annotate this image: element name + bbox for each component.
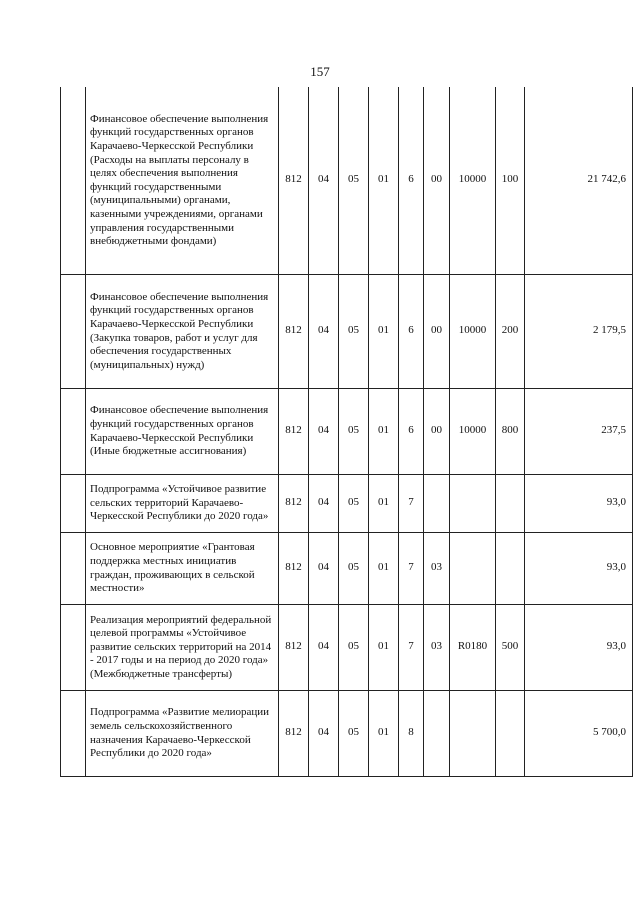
measure-code-cell: 03 bbox=[424, 532, 450, 604]
row-description: Подпрограмма «Развитие мелиорации земель сельскохозяйственного назначения Карачаево-Черкесской Республики до 2020 года» bbox=[86, 690, 279, 776]
program-code-cell: 01 bbox=[369, 274, 399, 388]
measure-code-cell: 03 bbox=[424, 604, 450, 690]
subsection-code-cell: 05 bbox=[339, 532, 369, 604]
margin-cell bbox=[61, 388, 86, 474]
direction-code-cell bbox=[450, 474, 496, 532]
expense-type-cell: 500 bbox=[496, 604, 525, 690]
amount-cell: 2 179,5 bbox=[525, 274, 633, 388]
subsection-code-cell: 05 bbox=[339, 604, 369, 690]
subsection-code-cell: 05 bbox=[339, 690, 369, 776]
subprogram-code-cell: 7 bbox=[399, 604, 424, 690]
table-row bbox=[61, 532, 633, 604]
program-code-cell: 01 bbox=[369, 604, 399, 690]
row-description: Основное мероприятие «Грантовая поддержка местных инициатив граждан, проживающих в сельской местности» bbox=[86, 532, 279, 604]
margin-cell bbox=[61, 604, 86, 690]
margin-cell bbox=[61, 474, 86, 532]
program-code-cell: 01 bbox=[369, 474, 399, 532]
direction-code-cell: 10000 bbox=[450, 87, 496, 274]
ministry-code-cell: 812 bbox=[279, 87, 309, 274]
measure-code-cell bbox=[424, 474, 450, 532]
ministry-code-cell: 812 bbox=[279, 388, 309, 474]
measure-code-cell bbox=[424, 690, 450, 776]
amount-cell: 5 700,0 bbox=[525, 690, 633, 776]
expense-type-cell: 100 bbox=[496, 87, 525, 274]
amount-cell: 93,0 bbox=[525, 532, 633, 604]
subprogram-code-cell: 7 bbox=[399, 532, 424, 604]
section-code-cell: 04 bbox=[309, 274, 339, 388]
page-number: 157 bbox=[310, 64, 330, 79]
subprogram-code-cell: 8 bbox=[399, 690, 424, 776]
table-row bbox=[61, 474, 633, 532]
amount-cell: 237,5 bbox=[525, 388, 633, 474]
subprogram-code-cell: 6 bbox=[399, 274, 424, 388]
table-row bbox=[61, 87, 633, 274]
subprogram-code-cell: 6 bbox=[399, 388, 424, 474]
section-code-cell: 04 bbox=[309, 690, 339, 776]
direction-code-cell: 10000 bbox=[450, 388, 496, 474]
measure-code-cell: 00 bbox=[424, 274, 450, 388]
subsection-code-cell: 05 bbox=[339, 388, 369, 474]
measure-code-cell: 00 bbox=[424, 388, 450, 474]
table-row bbox=[61, 388, 633, 474]
section-code-cell: 04 bbox=[309, 604, 339, 690]
section-code-cell: 04 bbox=[309, 388, 339, 474]
expense-type-cell bbox=[496, 532, 525, 604]
subsection-code-cell: 05 bbox=[339, 274, 369, 388]
subsection-code-cell: 05 bbox=[339, 87, 369, 274]
expense-type-cell: 800 bbox=[496, 388, 525, 474]
direction-code-cell bbox=[450, 690, 496, 776]
direction-code-cell bbox=[450, 532, 496, 604]
program-code-cell: 01 bbox=[369, 87, 399, 274]
amount-cell: 93,0 bbox=[525, 474, 633, 532]
section-code-cell: 04 bbox=[309, 474, 339, 532]
table-row bbox=[61, 690, 633, 776]
table-body bbox=[61, 87, 633, 776]
budget-table bbox=[60, 87, 633, 777]
ministry-code-cell: 812 bbox=[279, 274, 309, 388]
section-code-cell: 04 bbox=[309, 87, 339, 274]
amount-cell: 93,0 bbox=[525, 604, 633, 690]
expense-type-cell: 200 bbox=[496, 274, 525, 388]
row-description: Финансовое обеспечение выполнения функций государственных органов Карачаево-Черкесской Республики (Закупка товаров, работ и услуг для обеспечения государственных (муниципальных) нужд) bbox=[86, 274, 279, 388]
row-description: Финансовое обеспечение выполнения функций государственных органов Карачаево-Черкесской Республики (Расходы на выплаты персоналу в целях обеспечения выполнения функций государственными (муниципальными) органами, казенными учреждениями, органами управления государственными внебюджетными фондами) bbox=[86, 87, 279, 274]
subsection-code-cell: 05 bbox=[339, 474, 369, 532]
row-description: Подпрограмма «Устойчивое развитие сельских территорий Карачаево-Черкесской Республики до 2020 года» bbox=[86, 474, 279, 532]
table-row bbox=[61, 274, 633, 388]
program-code-cell: 01 bbox=[369, 532, 399, 604]
section-code-cell: 04 bbox=[309, 532, 339, 604]
direction-code-cell: R0180 bbox=[450, 604, 496, 690]
margin-cell bbox=[61, 532, 86, 604]
margin-cell bbox=[61, 87, 86, 274]
row-description: Финансовое обеспечение выполнения функций государственных органов Карачаево-Черкесской Республики (Иные бюджетные ассигнования) bbox=[86, 388, 279, 474]
program-code-cell: 01 bbox=[369, 388, 399, 474]
ministry-code-cell: 812 bbox=[279, 532, 309, 604]
table-row bbox=[61, 604, 633, 690]
program-code-cell: 01 bbox=[369, 690, 399, 776]
ministry-code-cell: 812 bbox=[279, 604, 309, 690]
expense-type-cell bbox=[496, 474, 525, 532]
subprogram-code-cell: 7 bbox=[399, 474, 424, 532]
margin-cell bbox=[61, 690, 86, 776]
amount-cell: 21 742,6 bbox=[525, 87, 633, 274]
expense-type-cell bbox=[496, 690, 525, 776]
row-description: Реализация мероприятий федеральной целевой программы «Устойчивое развитие сельских территорий на 2014 - 2017 годы и на период до 2020 года» (Межбюджетные трансферты) bbox=[86, 604, 279, 690]
margin-cell bbox=[61, 274, 86, 388]
ministry-code-cell: 812 bbox=[279, 474, 309, 532]
measure-code-cell: 00 bbox=[424, 87, 450, 274]
subprogram-code-cell: 6 bbox=[399, 87, 424, 274]
direction-code-cell: 10000 bbox=[450, 274, 496, 388]
ministry-code-cell: 812 bbox=[279, 690, 309, 776]
